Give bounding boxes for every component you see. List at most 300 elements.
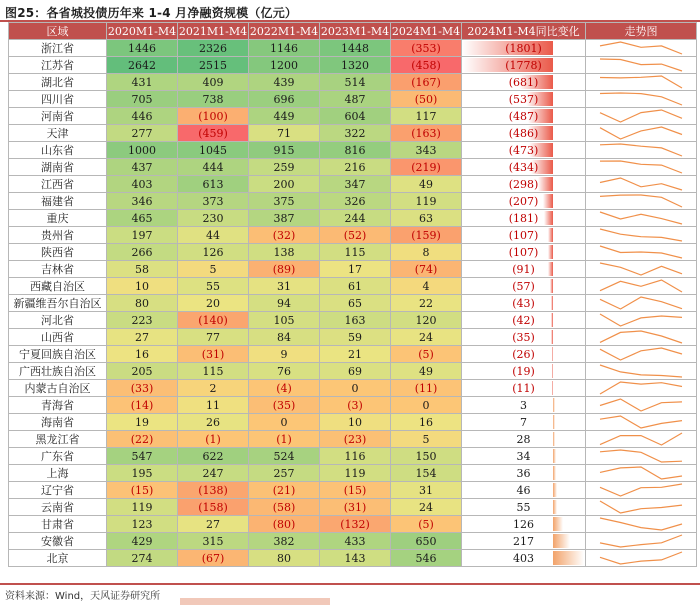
value-cell: 346 [107, 193, 178, 210]
value-cell: 1200 [249, 57, 320, 74]
change-value: (1801) [505, 41, 542, 55]
value-cell: (5) [391, 346, 462, 363]
table-row [9, 57, 697, 74]
value-cell: 59 [320, 329, 391, 346]
region-name: 西藏自治区 [9, 278, 107, 295]
value-cell: (74) [391, 261, 462, 278]
header-2022: 2022M1-M4 [249, 24, 319, 38]
trend-sparkline [586, 227, 697, 244]
change-bar [552, 381, 553, 395]
value-cell: (58) [249, 499, 320, 516]
value-cell: 230 [178, 210, 249, 227]
change-value: 36 [516, 466, 531, 480]
value-cell: 61 [320, 278, 391, 295]
value-cell: 604 [320, 108, 391, 125]
value-cell: 150 [391, 448, 462, 465]
header-2021: 2021M1-M4 [178, 24, 248, 38]
value-cell: 115 [320, 244, 391, 261]
sparkline-path [600, 416, 682, 428]
trend-sparkline [586, 193, 697, 210]
value-cell: 119 [107, 499, 178, 516]
table-row [9, 550, 697, 567]
sparkline-path [600, 552, 682, 564]
region-name: 重庆 [9, 210, 107, 227]
value-cell: 266 [107, 244, 178, 261]
value-cell: (14) [107, 397, 178, 414]
value-cell: (11) [391, 380, 462, 397]
sparkline-path [600, 484, 682, 496]
sparkline-path [600, 535, 682, 547]
value-cell: 1000 [107, 142, 178, 159]
region-name: 辽宁省 [9, 482, 107, 499]
value-cell: 123 [107, 516, 178, 533]
change-bar [548, 262, 553, 276]
value-cell: 5 [391, 431, 462, 448]
value-cell: 1045 [178, 142, 249, 159]
change-bar [551, 296, 553, 310]
sparkline-path [600, 297, 682, 309]
value-cell: 738 [178, 91, 249, 108]
sparkline-path [600, 246, 682, 258]
value-cell: 126 [178, 244, 249, 261]
sparkline-path [600, 127, 682, 139]
value-cell: 257 [249, 465, 320, 482]
change-bar [552, 347, 553, 361]
value-cell: 19 [107, 414, 178, 431]
value-cell: 429 [107, 533, 178, 550]
trend-sparkline [586, 346, 697, 363]
region-name: 陕西省 [9, 244, 107, 261]
value-cell: 2642 [107, 57, 178, 74]
table-row [9, 431, 697, 448]
change-bar [553, 432, 555, 446]
trend-sparkline [586, 142, 697, 159]
cropped-caption-fragment [180, 598, 330, 605]
value-cell: 409 [178, 74, 249, 91]
value-cell: (31) [320, 499, 391, 516]
value-cell: 444 [178, 159, 249, 176]
value-cell: (50) [391, 91, 462, 108]
value-cell: 915 [249, 142, 320, 159]
header-region: 区域 [9, 23, 107, 40]
value-cell: 8 [391, 244, 462, 261]
change-bar [543, 194, 553, 208]
yoy-change-cell [462, 414, 586, 431]
change-value: 126 [513, 517, 534, 531]
sparkline-path [600, 93, 682, 105]
sparkline-path [600, 212, 682, 224]
sparkline-path [600, 263, 682, 275]
table-row [9, 414, 697, 431]
value-cell: 20 [178, 295, 249, 312]
value-cell: 277 [107, 125, 178, 142]
value-cell: 514 [320, 74, 391, 91]
value-cell: 195 [107, 465, 178, 482]
value-cell: 403 [107, 176, 178, 193]
table-row [9, 329, 697, 346]
change-bar [553, 415, 555, 429]
sparkline-path [600, 42, 682, 54]
change-value: (35) [512, 330, 535, 344]
yoy-change-cell [462, 550, 586, 567]
region-name: 广西壮族自治区 [9, 363, 107, 380]
value-cell: (458) [391, 57, 462, 74]
change-value: (434) [508, 160, 539, 174]
header-2020: 2020M1-M4 [107, 24, 177, 38]
sparkline-path [600, 76, 682, 88]
value-cell: (35) [249, 397, 320, 414]
value-cell: 382 [249, 533, 320, 550]
value-cell: 26 [178, 414, 249, 431]
change-value: (43) [512, 296, 535, 310]
sparkline-path [600, 229, 682, 241]
sparkline-path [600, 382, 682, 394]
value-cell: 80 [107, 295, 178, 312]
sparkline-path [600, 348, 682, 360]
value-cell: 487 [320, 91, 391, 108]
yoy-change-cell [462, 482, 586, 499]
value-cell: 343 [391, 142, 462, 159]
sparkline-path [600, 195, 682, 207]
table-row [9, 159, 697, 176]
trend-sparkline [586, 499, 697, 516]
value-cell: 11 [178, 397, 249, 414]
trend-sparkline [586, 363, 697, 380]
value-cell: 76 [249, 363, 320, 380]
trend-sparkline [586, 448, 697, 465]
value-cell: 449 [249, 108, 320, 125]
change-bar [552, 364, 553, 378]
value-cell: 9 [249, 346, 320, 363]
value-cell: 216 [320, 159, 391, 176]
value-cell: (138) [178, 482, 249, 499]
value-cell: 16 [391, 414, 462, 431]
trend-sparkline [586, 261, 697, 278]
value-cell: 44 [178, 227, 249, 244]
value-cell: 116 [320, 448, 391, 465]
value-cell: 49 [391, 363, 462, 380]
value-cell: 27 [107, 329, 178, 346]
change-value: (487) [508, 109, 539, 123]
value-cell: (89) [249, 261, 320, 278]
value-cell: (353) [391, 40, 462, 57]
value-cell: (22) [107, 431, 178, 448]
change-value: (181) [508, 211, 539, 225]
table-row [9, 465, 697, 482]
value-cell: 55 [178, 278, 249, 295]
trend-sparkline [586, 380, 697, 397]
value-cell: 2326 [178, 40, 249, 57]
change-value: (486) [508, 126, 539, 140]
value-cell: (80) [249, 516, 320, 533]
change-bar [548, 228, 553, 242]
yoy-change-cell [462, 125, 586, 142]
value-cell: 433 [320, 533, 391, 550]
value-cell: 119 [320, 465, 391, 482]
yoy-change-cell [462, 363, 586, 380]
sparkline-path [600, 399, 682, 411]
yoy-change-cell [462, 380, 586, 397]
value-cell: (132) [320, 516, 391, 533]
yoy-change-cell [462, 431, 586, 448]
trend-sparkline [586, 210, 697, 227]
value-cell: (1) [178, 431, 249, 448]
value-cell: 94 [249, 295, 320, 312]
region-name: 广东省 [9, 448, 107, 465]
yoy-change-cell [462, 142, 586, 159]
region-name: 山西省 [9, 329, 107, 346]
value-cell: 21 [320, 346, 391, 363]
sparkline-path [600, 178, 682, 190]
region-name: 新疆维吾尔自治区 [9, 295, 107, 312]
table-row [9, 142, 697, 159]
change-value: 28 [516, 432, 531, 446]
value-cell: 437 [107, 159, 178, 176]
trend-sparkline [586, 295, 697, 312]
region-name: 安徽省 [9, 533, 107, 550]
value-cell: 816 [320, 142, 391, 159]
change-bar [551, 330, 553, 344]
trend-sparkline [586, 74, 697, 91]
value-cell: 223 [107, 312, 178, 329]
value-cell: 49 [391, 176, 462, 193]
table-row [9, 278, 697, 295]
change-bar [553, 551, 584, 565]
header-trend: 走势图 [586, 23, 697, 40]
value-cell: (23) [320, 431, 391, 448]
region-name: 河北省 [9, 312, 107, 329]
trend-sparkline [586, 40, 697, 57]
value-cell: 622 [178, 448, 249, 465]
yoy-change-cell [462, 40, 586, 57]
value-cell: 115 [178, 363, 249, 380]
value-cell: 138 [249, 244, 320, 261]
trend-sparkline [586, 465, 697, 482]
trend-sparkline [586, 108, 697, 125]
trend-sparkline [586, 176, 697, 193]
change-value: (91) [512, 262, 535, 276]
change-value: (1778) [505, 58, 542, 72]
table-row [9, 176, 697, 193]
sparkline-path [600, 450, 682, 462]
header-2023: 2023M1-M4 [320, 24, 390, 38]
trend-sparkline [586, 533, 697, 550]
value-cell: 5 [178, 261, 249, 278]
value-cell: 120 [391, 312, 462, 329]
change-value: 55 [516, 500, 531, 514]
table-row [9, 499, 697, 516]
value-cell: 274 [107, 550, 178, 567]
value-cell: (32) [249, 227, 320, 244]
sparkline-path [600, 59, 682, 71]
value-cell: (67) [178, 550, 249, 567]
value-cell: 31 [249, 278, 320, 295]
trend-sparkline [586, 125, 697, 142]
change-bar [550, 279, 553, 293]
value-cell: 69 [320, 363, 391, 380]
change-bar [551, 313, 553, 327]
table-row [9, 295, 697, 312]
trend-sparkline [586, 278, 697, 295]
value-cell: 373 [178, 193, 249, 210]
sparkline-path [600, 314, 682, 326]
change-value: (42) [512, 313, 535, 327]
trend-sparkline [586, 397, 697, 414]
value-cell: 0 [249, 414, 320, 431]
value-cell: 315 [178, 533, 249, 550]
value-cell: 347 [320, 176, 391, 193]
region-name: 江西省 [9, 176, 107, 193]
yoy-change-cell [462, 244, 586, 261]
table-row [9, 74, 697, 91]
value-cell: (140) [178, 312, 249, 329]
value-cell: (1) [249, 431, 320, 448]
change-value: 217 [513, 534, 534, 548]
region-name: 吉林省 [9, 261, 107, 278]
value-cell: 247 [178, 465, 249, 482]
table-row [9, 40, 697, 57]
sparkline-path [600, 467, 682, 479]
table-row [9, 533, 697, 550]
table-row [9, 397, 697, 414]
value-cell: 0 [391, 397, 462, 414]
sparkline-path [600, 110, 682, 122]
region-name: 湖南省 [9, 159, 107, 176]
value-cell: (158) [178, 499, 249, 516]
value-cell: (15) [107, 482, 178, 499]
table-row [9, 261, 697, 278]
value-cell: 17 [320, 261, 391, 278]
yoy-change-cell [462, 346, 586, 363]
region-name: 贵州省 [9, 227, 107, 244]
value-cell: 326 [320, 193, 391, 210]
yoy-change-cell [462, 448, 586, 465]
change-bar [553, 398, 555, 412]
value-cell: 1446 [107, 40, 178, 57]
sparkline-path [600, 501, 682, 513]
region-name: 上海 [9, 465, 107, 482]
value-cell: 58 [107, 261, 178, 278]
sparkline-path [600, 161, 682, 173]
sparkline-path [600, 280, 682, 292]
change-bar [553, 483, 557, 497]
source-note: 资料来源：Wind，天风证券研究所 [5, 591, 161, 602]
value-cell: 84 [249, 329, 320, 346]
trend-sparkline [586, 516, 697, 533]
region-name: 甘肃省 [9, 516, 107, 533]
value-cell: (100) [178, 108, 249, 125]
figure-title: 图25：各省城投债历年来 1-4 月净融资规模（亿元） [5, 6, 298, 20]
value-cell: (33) [107, 380, 178, 397]
yoy-change-cell [462, 159, 586, 176]
header-row [9, 23, 697, 40]
trend-sparkline [586, 329, 697, 346]
sparkline-path [600, 433, 682, 445]
trend-sparkline [586, 550, 697, 567]
trend-sparkline [586, 431, 697, 448]
value-cell: 322 [320, 125, 391, 142]
region-name: 天津 [9, 125, 107, 142]
table-row [9, 482, 697, 499]
region-name: 山东省 [9, 142, 107, 159]
value-cell: 244 [320, 210, 391, 227]
table-row [9, 108, 697, 125]
yoy-change-cell [462, 312, 586, 329]
change-bar [538, 177, 553, 191]
value-cell: 1320 [320, 57, 391, 74]
region-name: 宁夏回族自治区 [9, 346, 107, 363]
value-cell: 4 [391, 278, 462, 295]
header-2024: 2024M1-M4 [391, 24, 461, 38]
value-cell: (3) [320, 397, 391, 414]
yoy-change-cell [462, 193, 586, 210]
change-bar [548, 245, 553, 259]
change-value: 403 [513, 551, 534, 565]
value-cell: 10 [320, 414, 391, 431]
value-cell: 205 [107, 363, 178, 380]
change-value: (19) [512, 364, 535, 378]
value-cell: 80 [249, 550, 320, 567]
value-cell: 24 [391, 329, 462, 346]
change-value: (298) [508, 177, 539, 191]
region-name: 云南省 [9, 499, 107, 516]
value-cell: (15) [320, 482, 391, 499]
value-cell: 705 [107, 91, 178, 108]
value-cell: 22 [391, 295, 462, 312]
change-value: (11) [512, 381, 535, 395]
trend-sparkline [586, 244, 697, 261]
change-value: 3 [520, 398, 527, 412]
bottom-rule [0, 583, 700, 585]
value-cell: (52) [320, 227, 391, 244]
region-name: 四川省 [9, 91, 107, 108]
yoy-change-cell [462, 74, 586, 91]
value-cell: 154 [391, 465, 462, 482]
value-cell: 71 [249, 125, 320, 142]
table-row [9, 210, 697, 227]
value-cell: (31) [178, 346, 249, 363]
region-name: 湖北省 [9, 74, 107, 91]
value-cell: 0 [320, 380, 391, 397]
table-row [9, 346, 697, 363]
trend-sparkline [586, 312, 697, 329]
trend-sparkline [586, 159, 697, 176]
table-row [9, 227, 697, 244]
value-cell: (219) [391, 159, 462, 176]
value-cell: 16 [107, 346, 178, 363]
yoy-change-cell [462, 210, 586, 227]
change-value: (207) [508, 194, 539, 208]
value-cell: 650 [391, 533, 462, 550]
table-row [9, 244, 697, 261]
trend-sparkline [586, 414, 697, 431]
region-name: 北京 [9, 550, 107, 567]
change-value: 34 [516, 449, 531, 463]
value-cell: 259 [249, 159, 320, 176]
value-cell: 77 [178, 329, 249, 346]
yoy-change-cell [462, 278, 586, 295]
value-cell: 431 [107, 74, 178, 91]
value-cell: 10 [107, 278, 178, 295]
region-name: 青海省 [9, 397, 107, 414]
value-cell: 27 [178, 516, 249, 533]
change-value: 46 [516, 483, 531, 497]
yoy-change-cell [462, 533, 586, 550]
value-cell: (5) [391, 516, 462, 533]
change-value: 7 [520, 415, 527, 429]
yoy-change-cell [462, 295, 586, 312]
value-cell: 63 [391, 210, 462, 227]
